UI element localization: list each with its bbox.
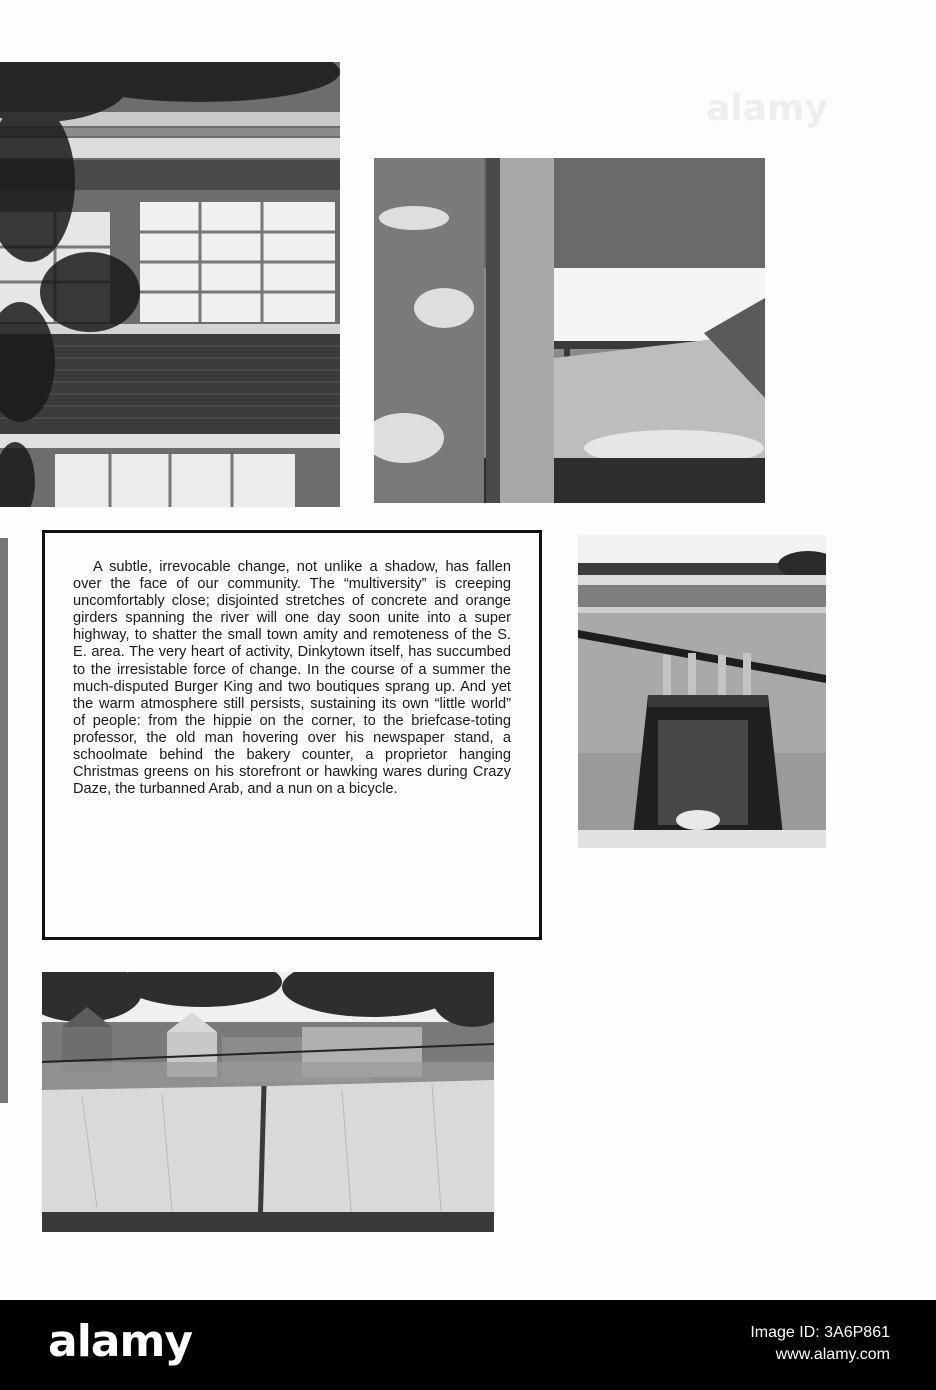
image-info	[750, 1322, 890, 1366]
photo-brick-building	[0, 62, 340, 507]
image-id: Image ID: 3A6P861	[750, 1324, 890, 1341]
article-text-box	[42, 530, 542, 940]
website-link[interactable]: www.alamy.com	[775, 1346, 890, 1363]
alamy-logo[interactable]: alamy	[48, 1316, 192, 1367]
photo-highway-underpass	[374, 158, 765, 503]
photo-bridge-construction	[578, 535, 826, 848]
footer-bar	[0, 1300, 936, 1390]
page-edge-shadow	[0, 538, 8, 1103]
alamy-watermark: alamy	[706, 88, 828, 129]
article-body: A subtle, irrevocable change, not unlike a shadow, has fallen over the face of our community. The “multiversity” is creeping uncomfortably close; disjointed stretches of concrete and orange girders spanning the river will one day soon unite into a super highway, to shatter the small town amity and remoteness of the S. E. area. The very heart of activity, Dinkytown itself, has succumbed to the irresistable force of change. In the course of a summer the much-disputed Burger King and two boutiques sprang up. And yet the warm atmosphere still persists, sustaining its own “little world” of people: from the hippie on the corner, to the briefcase-toting professor, the old man hovering over his newspaper stand, a schoolmate behind the bakery counter, a proprietor hanging Christmas greens on his storefront or hawking wares during Crazy Daze, the turbanned Arab, and a nun on a bicycle.	[73, 559, 511, 798]
photo-chainlink-fence	[42, 972, 494, 1232]
